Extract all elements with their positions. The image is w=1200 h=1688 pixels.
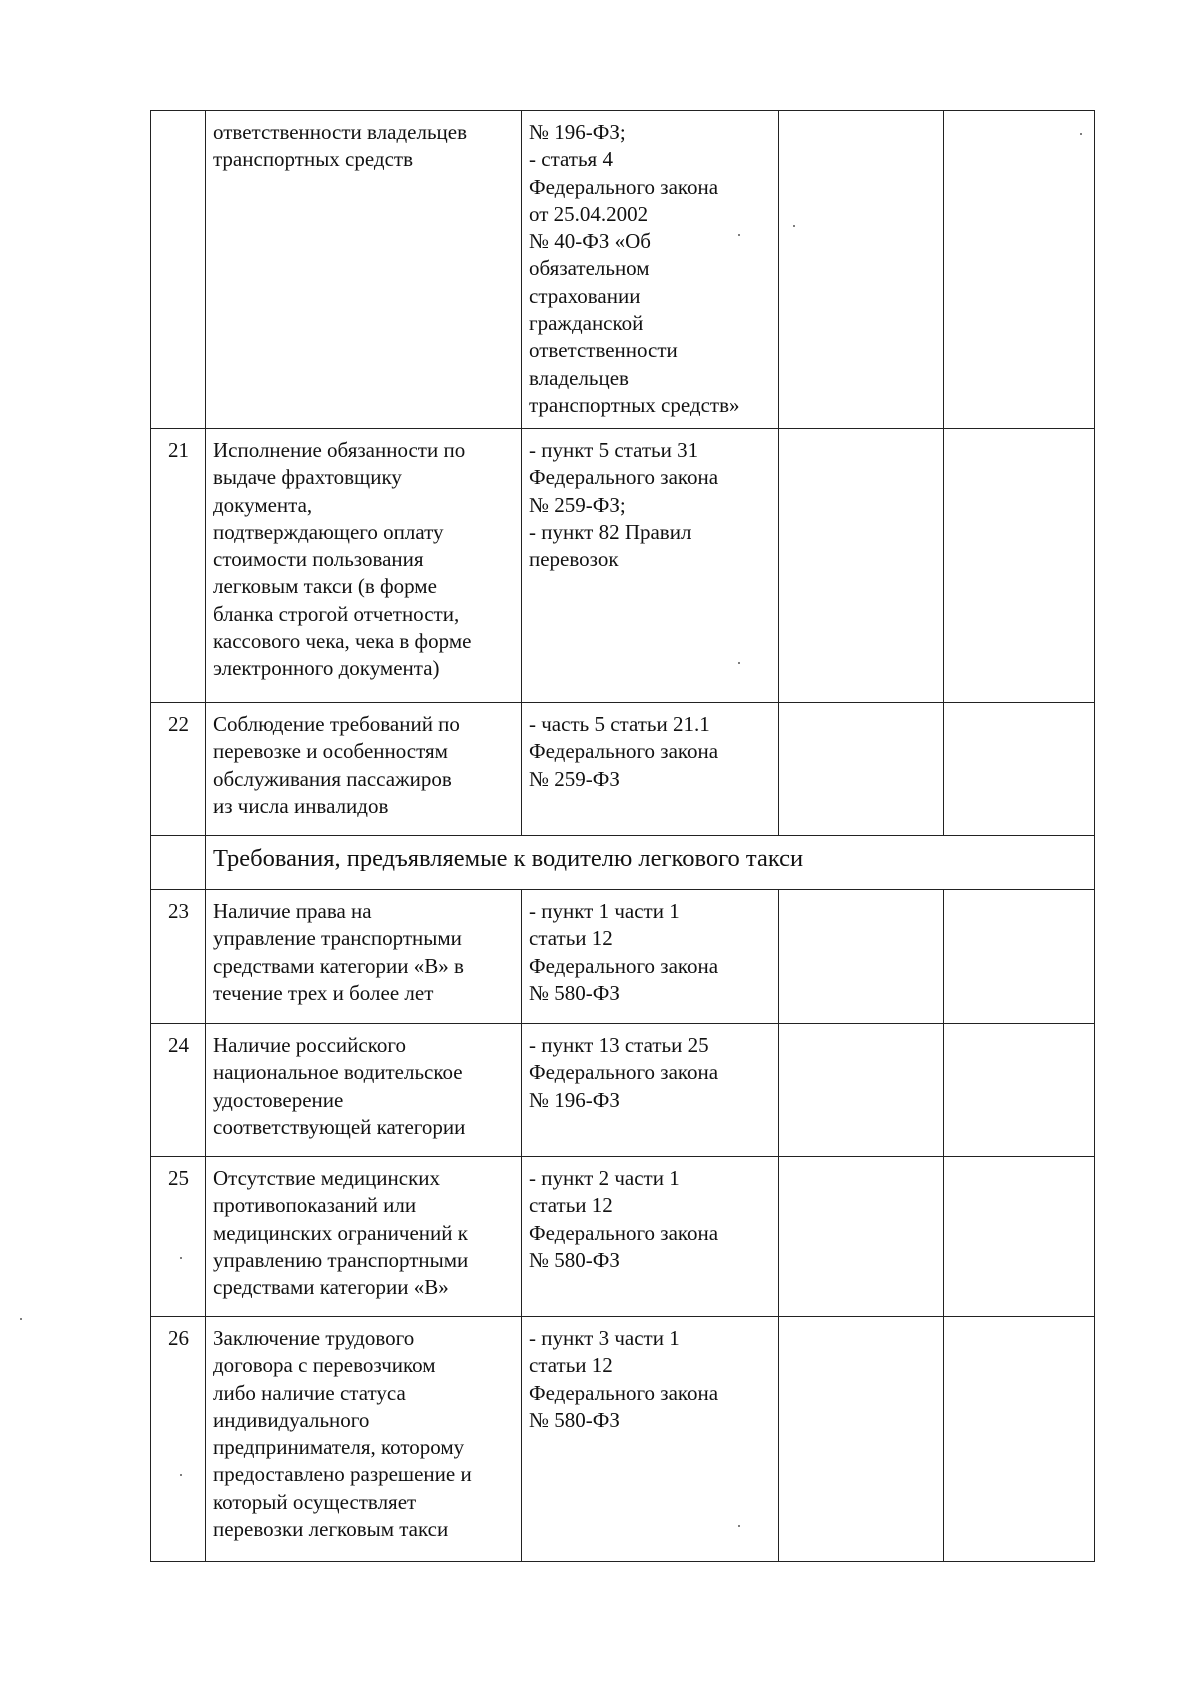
table-row <box>151 1317 1095 1562</box>
section-row <box>151 836 1095 890</box>
empty-cell <box>779 890 944 1024</box>
requirement-cell: Отсутствие медицинских противопоказаний или медицинских ограничений к управлению транспортными средствами категории «В» <box>206 1157 522 1317</box>
table-row <box>151 111 1095 429</box>
row-number: 22 <box>151 703 206 836</box>
section-heading: Требования, предъявляемые к водителю легкового такси <box>206 836 1095 890</box>
row-number: 23 <box>151 890 206 1024</box>
empty-cell <box>779 111 944 429</box>
legal-basis-cell: - пункт 5 статьи 31 Федерального закона № 259-ФЗ; - пункт 82 Правил перевозок <box>522 429 779 703</box>
scan-speck <box>738 1525 740 1527</box>
scan-speck <box>793 225 795 227</box>
requirement-cell: Исполнение обязанности по выдаче фрахтовщику документа, подтверждающего оплату стоимости пользования легковым такси (в форме бланка строгой отчетности, кассового чека, чека в форме электронного документа) <box>206 429 522 703</box>
requirement-cell: Наличие права на управление транспортными средствами категории «В» в течение трех и более лет <box>206 890 522 1024</box>
empty-cell <box>779 1024 944 1157</box>
empty-cell <box>944 1317 1095 1562</box>
row-number <box>151 111 206 429</box>
requirement-cell: Наличие российского национальное водительское удостоверение соответствующей категории <box>206 1024 522 1157</box>
table-row <box>151 1157 1095 1317</box>
table-row <box>151 890 1095 1024</box>
scan-speck <box>1080 133 1082 135</box>
table-row <box>151 1024 1095 1157</box>
scan-speck <box>738 662 740 664</box>
requirement-cell: Соблюдение требований по перевозке и особенностям обслуживания пассажиров из числа инвалидов <box>206 703 522 836</box>
legal-basis-cell: - пункт 13 статьи 25 Федерального закона № 196-ФЗ <box>522 1024 779 1157</box>
empty-cell <box>779 1157 944 1317</box>
requirements-table <box>150 110 1095 1562</box>
legal-basis-cell: № 196-ФЗ; - статья 4 Федерального закона от 25.04.2002 № 40-ФЗ «Об обязательном страховании гражданской ответственности владельцев транспортных средств» <box>522 111 779 429</box>
scan-speck <box>738 234 740 236</box>
row-number: 26 <box>151 1317 206 1562</box>
row-number: 24 <box>151 1024 206 1157</box>
requirement-cell: Заключение трудового договора с перевозчиком либо наличие статуса индивидуального предпринимателя, которому предоставлено разрешение и который осуществляет перевозки легковым такси <box>206 1317 522 1562</box>
empty-cell <box>944 890 1095 1024</box>
legal-basis-cell: - пункт 3 части 1 статьи 12 Федерального закона № 580-ФЗ <box>522 1317 779 1562</box>
table-row <box>151 703 1095 836</box>
empty-cell <box>944 703 1095 836</box>
empty-cell <box>944 111 1095 429</box>
scan-speck <box>180 1474 182 1476</box>
empty-cell <box>779 1317 944 1562</box>
scan-speck <box>20 1318 22 1320</box>
requirement-cell: ответственности владельцев транспортных средств <box>206 111 522 429</box>
empty-cell <box>944 1024 1095 1157</box>
empty-cell <box>944 429 1095 703</box>
row-number: 25 <box>151 1157 206 1317</box>
scan-speck <box>180 1257 182 1259</box>
row-number: 21 <box>151 429 206 703</box>
legal-basis-cell: - пункт 2 части 1 статьи 12 Федерального закона № 580-ФЗ <box>522 1157 779 1317</box>
empty-cell <box>779 429 944 703</box>
section-number-cell <box>151 836 206 890</box>
legal-basis-cell: - пункт 1 части 1 статьи 12 Федерального закона № 580-ФЗ <box>522 890 779 1024</box>
empty-cell <box>779 703 944 836</box>
legal-basis-cell: - часть 5 статьи 21.1 Федерального закона № 259-ФЗ <box>522 703 779 836</box>
empty-cell <box>944 1157 1095 1317</box>
table-row <box>151 429 1095 703</box>
